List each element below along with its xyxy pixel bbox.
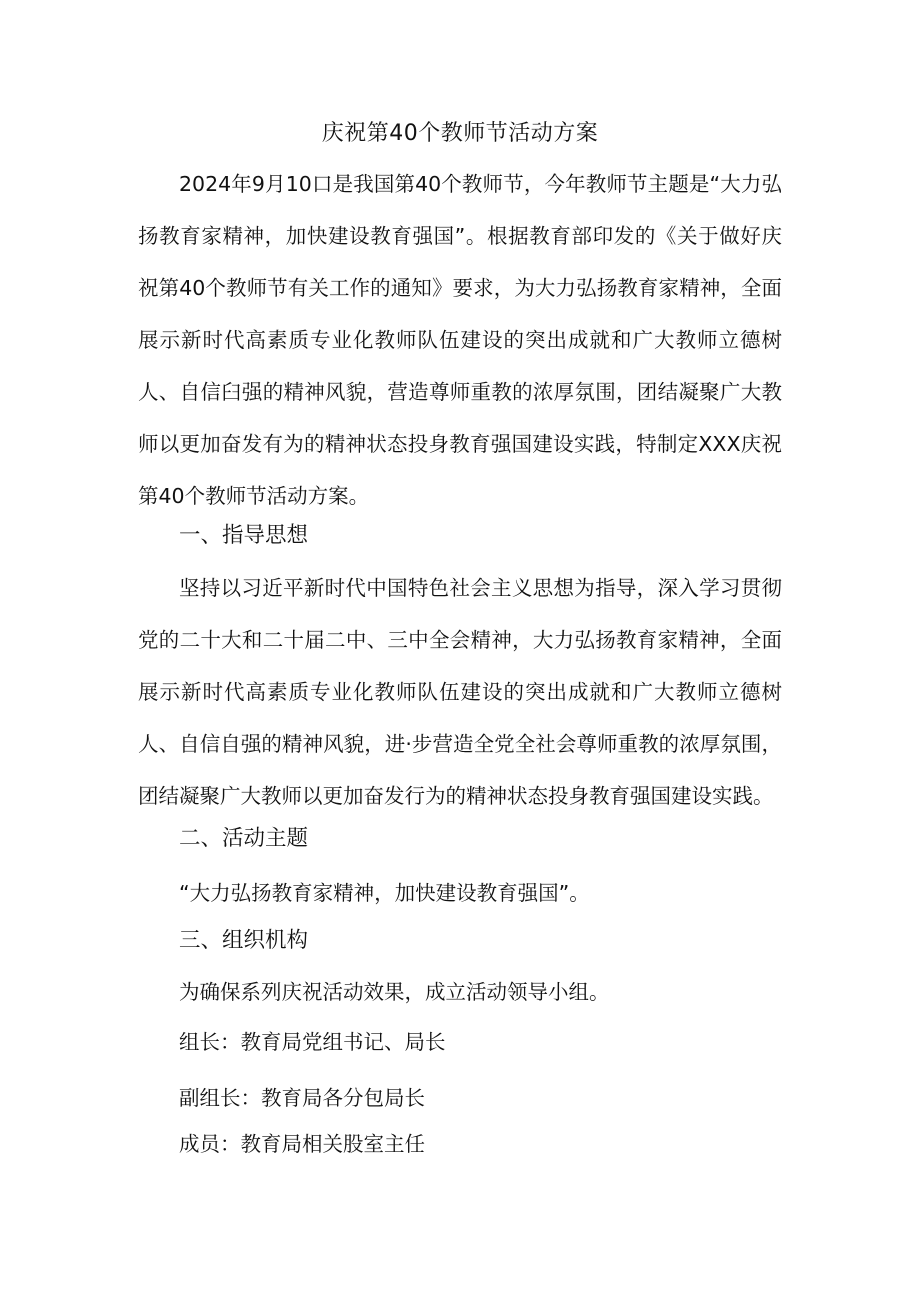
section-heading-guiding-ideology: 一、指导思想	[179, 523, 309, 548]
organization-intro: 为确保系列庆祝活动效果，成立活动领导小组。	[179, 980, 610, 1004]
organization-leader: 组长：教育局党组书记、局长	[179, 1030, 446, 1054]
intro-paragraph: 2024年9月10口是我国第40个教师节，今年教师节主题是“大力弘扬教育家精神，加快建设教育强国”。根据教育部印发的《关于做好庆祝第40个教师节有关工作的通知》要求，为大力弘扬教育家精神，全面展示新时代高素质专业化教师队伍建设的突出成就和广大教师立德树人、自信臼强的精神风貌，营造尊师重教的浓厚氛围，团结凝聚广大教师以更加奋发有为的精神状态投身教育强国建设实践，特制定XXX庆祝第40个教师节活动方案。	[138, 172, 782, 508]
section-body-activity-theme: “大力弘扬教育家精神，加快建设教育强国”。	[179, 881, 590, 905]
organization-members: 成员：教育局相关股室主任	[179, 1132, 425, 1156]
section-heading-organization: 三、组织机构	[179, 928, 309, 953]
organization-deputy-leader: 副组长：教育局各分包局长	[179, 1086, 425, 1110]
section-body-guiding-ideology: 坚持以习近平新时代中国特色社会主义思想为指导，深入学习贯彻党的二十大和二十届二中、三中全会精神，大力弘扬教育家精神，全面展示新时代高素质专业化教师队伍建设的突出成就和广大教师立德树人、自信自强的精神风貌，进·步营造全党全社会尊师重教的浓厚氛围，团结凝聚广大教师以更加奋发行为的精神状态投身教育强国建设实践。	[138, 576, 782, 808]
section-heading-activity-theme: 二、活动主题	[179, 826, 309, 851]
document-title: 庆祝第40个教师节活动方案	[321, 121, 599, 146]
